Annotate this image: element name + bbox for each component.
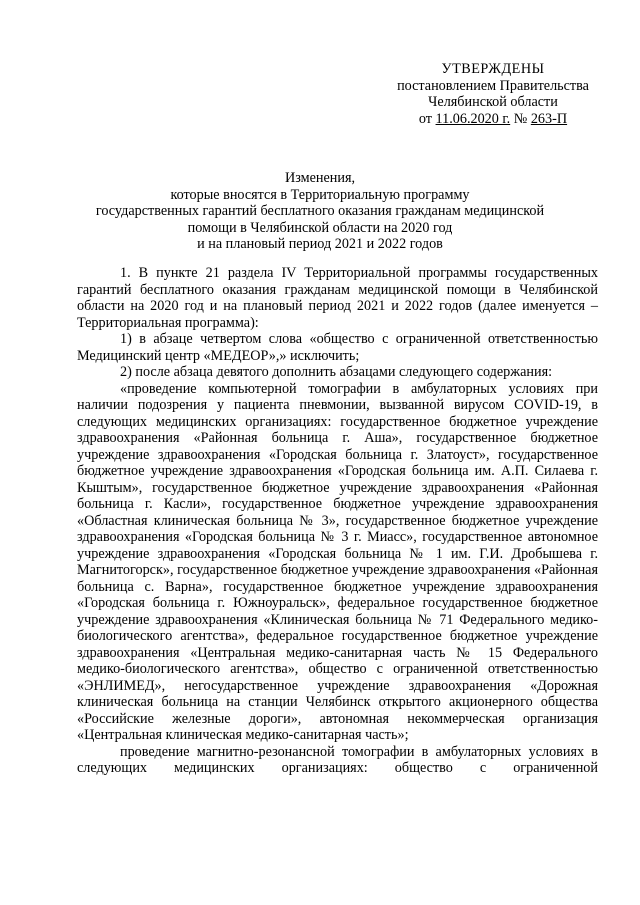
paragraph-3: 2) после абзаца девятого дополнить абзацами следующего содержания: bbox=[120, 364, 553, 380]
heading-line-5: и на плановый период 2021 и 2022 годов bbox=[197, 236, 443, 252]
approval-prefix: от bbox=[418, 110, 436, 127]
approval-block bbox=[383, 61, 603, 127]
paragraph-5: проведение магнитно-резонансной томографии в амбулаторных условиях в следующих медицинских организациях: общество с ограниченной bbox=[77, 743, 598, 776]
approval-number-sign: № bbox=[510, 110, 531, 127]
paragraph-2: 1) в абзаце четвертом слова «общество с ограниченной ответственностью Медицинский центр «МЕДЕОР»,» исключить; bbox=[77, 331, 598, 364]
heading-line-1: Изменения, bbox=[284, 170, 356, 186]
paragraph-4: «проведение компьютерной томографии в амбулаторных условиях при наличии подозрения у пациента пневмонии, вызванной вирусом COVID-19, в следующих медицинских организациях: государственное бюджетное учреждение здравоохранения «Районная больница г. Аша», государственное бюджетное учреждение здравоохранения «Городская больница г. Златоуст», государственное бюджетное учреждение здравоохранения «Городская больница им. А.П. Силаева г. Кыштым», государственное бюджетное учреждение здравоохранения «Районная больница г. Касли», государственное бюджетное учреждение здравоохранения «Областная клиническая больница № 3», государственное бюджетное учреждение здравоохранения «Городская больница № 3 г. Миасс», государственное автономное учреждение здравоохранения «Городская больница № 1 им. Г.И. Дробышева г. Магнитогорск», государственное бюджетное учреждение здравоохранения «Районная больница с. Варна», государственное бюджетное учреждение здравоохранения «Городская больница г. Южноуральск», федеральное государственное бюджетное учреждение здравоохранения «Клиническая больница № 71 Федерального медико-биологического агентства», федеральное государственное бюджетное учреждение здравоохранения «Центральная медико-санитарная часть № 15 Федерального медико-биологического агентства», общество с ограниченной ответственностью «ЭНЛИМЕД», негосударственное учреждение здравоохранения «Дорожная клиническая больница на станции Челябинск открытого акционерного общества «Российские железные дороги», автономная некоммерческая организация «Центральная клиническая медико-санитарная часть»; bbox=[77, 380, 598, 743]
approval-number: 263-П bbox=[530, 110, 568, 127]
approval-date-line bbox=[383, 111, 603, 128]
approval-line-2: Челябинской области bbox=[428, 94, 558, 110]
approval-line-1: постановлением Правительства bbox=[397, 77, 589, 94]
heading-line-4: помощи в Челябинской области на 2020 год bbox=[187, 219, 453, 236]
document-heading bbox=[60, 170, 580, 253]
approval-title: УТВЕРЖДЕНЫ bbox=[441, 61, 545, 77]
paragraph-1: 1. В пункте 21 раздела IV Территориальной программы государственных гарантий бесплатного оказания гражданам медицинской помощи в Челябинской области на 2020 год и на плановый период 2021 и 2022 годов (далее именуется – Территориальная программа): bbox=[77, 265, 598, 331]
document-body bbox=[77, 265, 598, 777]
heading-line-2: которые вносятся в Территориальную программу bbox=[170, 186, 470, 203]
approval-date: 11.06.2020 г. bbox=[435, 110, 511, 127]
heading-line-3: государственных гарантий бесплатного оказания гражданам медицинской bbox=[95, 203, 545, 219]
